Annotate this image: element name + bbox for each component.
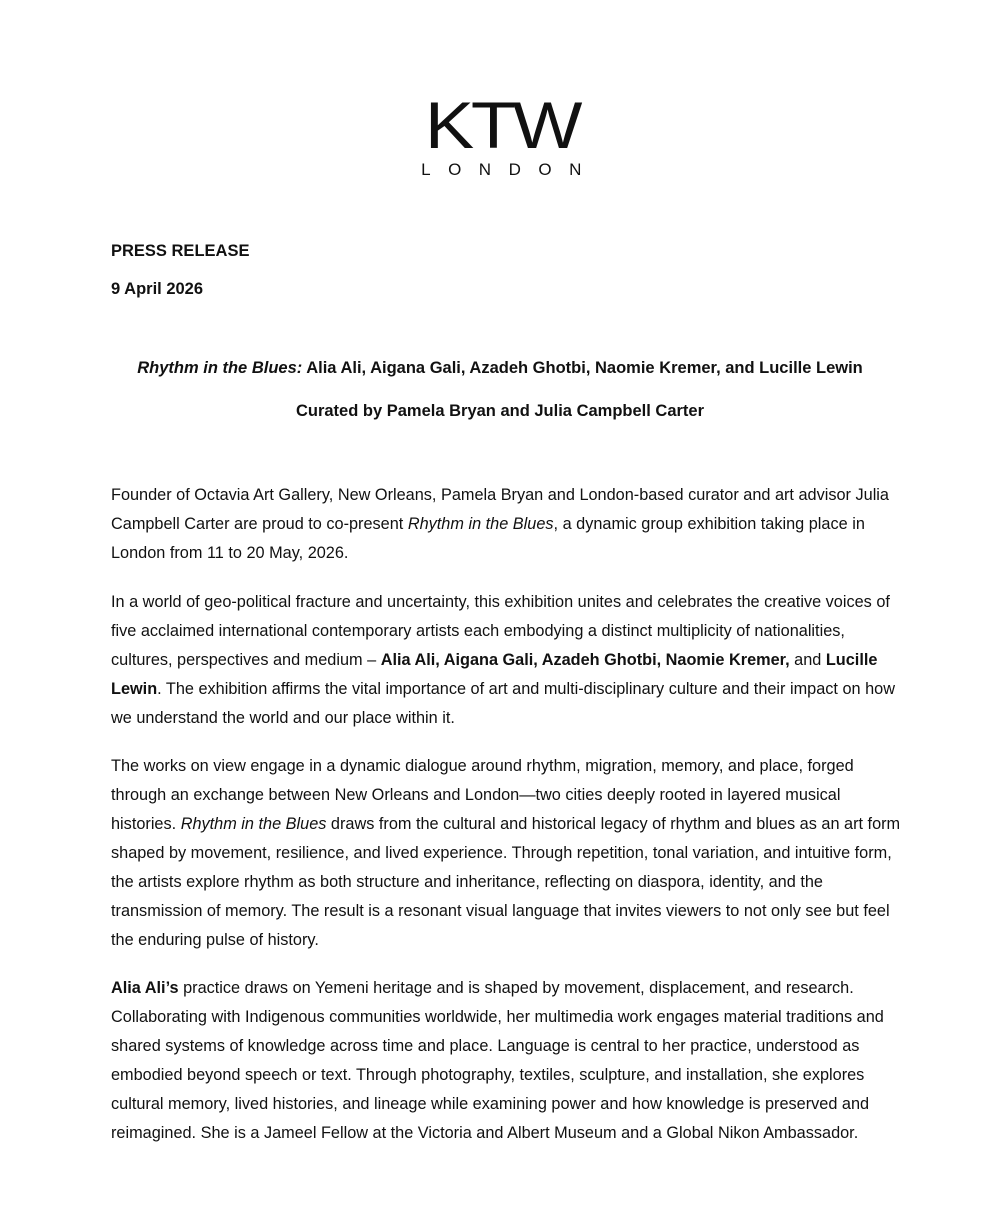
press-release-label: PRESS RELEASE	[111, 242, 250, 260]
paragraph-context	[111, 588, 901, 733]
paragraph-works	[111, 752, 901, 955]
ktw-london-logo	[0, 88, 1000, 180]
exhibition-artists: Alia Ali, Aigana Gali, Azadeh Ghotbi, Naomie Kremer, and Lucille Lewin	[302, 359, 863, 377]
intro-title-italic: Rhythm in the Blues	[407, 515, 554, 533]
exhibition-title	[0, 358, 1000, 378]
context-artist-lewin: Lucille Lewin	[111, 651, 878, 698]
context-text-c: . The exhibition affirms the vital importance of art and multi-disciplinary culture and their impact on how we understand the world and our place within it.	[111, 680, 895, 727]
context-artists-bold: Alia Ali, Aigana Gali, Azadeh Ghotbi, Naomie Kremer,	[380, 651, 790, 669]
context-text-a: In a world of geo-political fracture and uncertainty, this exhibition unites and celebrates the creative voices of five acclaimed international contemporary artists each embodying a distinct multiplicity of nationalities, cultures, perspectives and medium –	[111, 593, 890, 669]
release-date: 9 April 2026	[111, 280, 204, 298]
curators-line: Curated by Pamela Bryan and Julia Campbell Carter	[295, 402, 705, 420]
intro-text-a: Founder of Octavia Art Gallery, New Orleans, Pamela Bryan and London-based curator and art advisor Julia Campbell Carter are proud to co-present	[111, 486, 889, 533]
paragraph-intro	[111, 481, 901, 568]
logo-mark: KTW	[424, 88, 580, 162]
works-title-italic: Rhythm in the Blues	[180, 815, 327, 833]
exhibition-title-italic: Rhythm in the Blues:	[137, 359, 303, 377]
intro-text-b: , a dynamic group exhibition taking place in London from 11 to 20 May, 2026.	[111, 515, 865, 562]
paragraph-alia-ali	[111, 974, 901, 1148]
works-text-a: The works on view engage in a dynamic dialogue around rhythm, migration, memory, and place, forged through an exchange between New Orleans and London—two cities deeply rooted in layered musical histories.	[111, 757, 854, 833]
alia-ali-text: practice draws on Yemeni heritage and is shaped by movement, displacement, and research. Collaborating with Indigenous communities worldwide, her multimedia work engages material traditions and shared systems of knowledge across time and place. Language is central to her practice, understood as embodied beyond speech or text. Through photography, textiles, sculpture, and installation, she explores cultural memory, lived histories, and lineage while examining power and how knowledge is preserved and reimagined. She is a Jameel Fellow at the Victoria and Albert Museum and a Global Nikon Ambassador.	[111, 979, 884, 1142]
works-text-b: draws from the cultural and historical legacy of rhythm and blues as an art form shaped by movement, resilience, and lived experience. Through repetition, tonal variation, and intuitive form, the artists explore rhythm as both structure and inheritance, reflecting on diaspora, identity, and the transmission of memory. The result is a resonant visual language that invites viewers to not only see but feel the enduring pulse of history.	[111, 815, 901, 949]
logo-subtitle: LONDON	[421, 160, 599, 179]
alia-ali-name: Alia Ali’s	[111, 979, 179, 997]
context-text-b: and	[789, 651, 826, 669]
